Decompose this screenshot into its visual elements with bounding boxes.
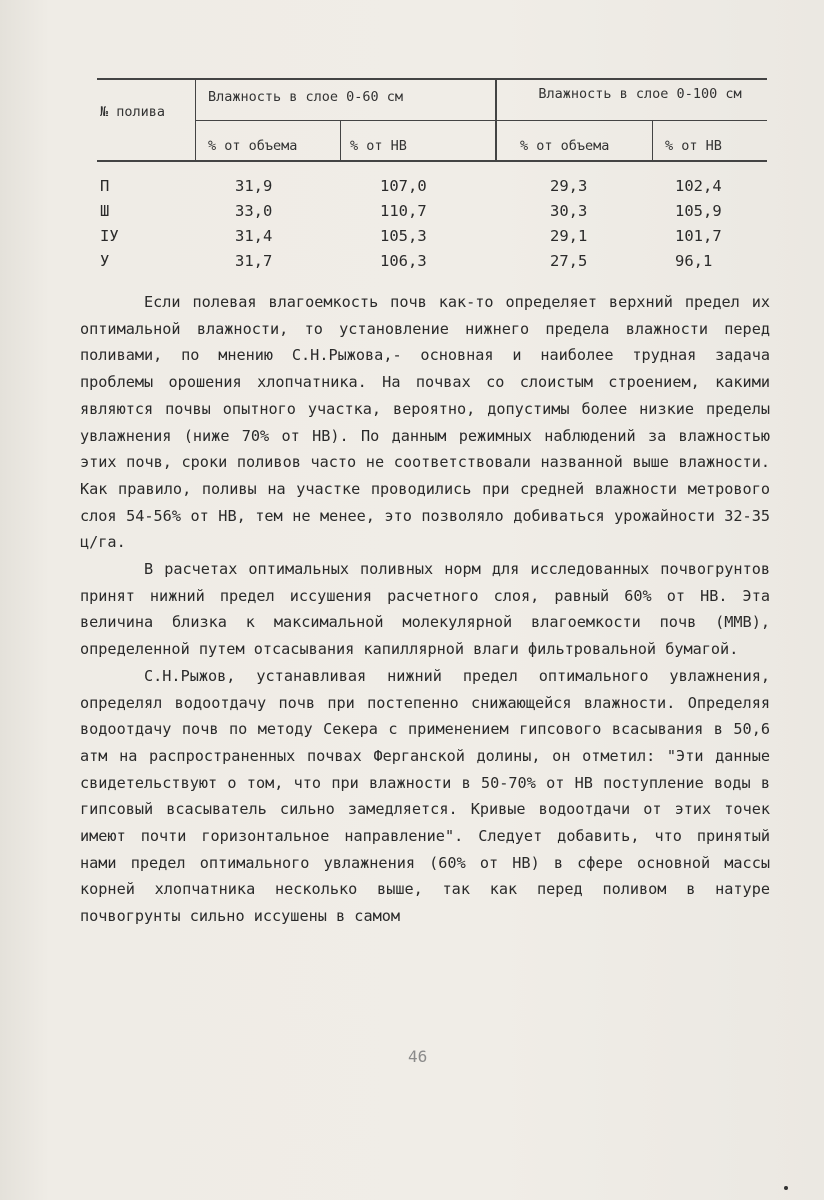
table-row (0, 202, 824, 226)
row-label: П (100, 177, 110, 195)
table-row (0, 177, 824, 201)
row-label: IУ (100, 227, 119, 245)
table-divider (652, 120, 653, 161)
cell: 29,3 (550, 177, 588, 195)
row-label: Ш (100, 202, 110, 220)
cell: 31,7 (235, 252, 273, 270)
cell: 29,1 (550, 227, 588, 245)
cell: 31,9 (235, 177, 273, 195)
table-row (0, 252, 824, 276)
cell: 96,1 (675, 252, 713, 270)
header-group-0-100: Влажность в слое 0-100 см (538, 86, 742, 102)
table-top-rule (97, 78, 767, 80)
cell: 105,3 (380, 227, 427, 245)
cell: 106,3 (380, 252, 427, 270)
header-irrigation-number: № полива (100, 104, 166, 120)
page-number: 46 (408, 1047, 428, 1066)
table-subheader-rule (196, 120, 767, 121)
ink-dot (784, 1186, 788, 1190)
paragraph: В расчетах оптимальных поливных норм для исследованных почвогрунтов принят нижний предел иссушения расчетного слоя, равный 60% от НВ. Эта величина близка к максимальной молекулярной влагоемкости почв (ММВ), определенной путем отсасывания капиллярной влаги фильтровальной бумагой. (80, 560, 770, 659)
header-volume-percent: % от объема (208, 138, 298, 154)
cell: 105,9 (675, 202, 722, 220)
header-fc-percent: % от НВ (350, 138, 407, 154)
cell: 102,4 (675, 177, 722, 195)
cell: 110,7 (380, 202, 427, 220)
paragraph: Если полевая влагоемкость почв как-то определяет верхний предел их оптимальной влажности, то установление нижнего предела влажности перед поливами, по мнению С.Н.Рыжова,- основная и наиболее трудная задача проблемы орошения хлопчатника. На почвах со слоистым строением, какими являются почвы опытного участка, вероятно, допустимы более низкие пределы увлажнения (ниже 70% от НВ). По данным режимных наблюдений за влажностью этих почв, сроки поливов часто не соответствовали названной выше влажности. Как правило, поливы на участке проводились при средней влажности метрового слоя 54-56% от НВ, тем не менее, это позволяло добиваться урожайности 32-35 ц/га. (80, 293, 770, 552)
cell: 101,7 (675, 227, 722, 245)
cell: 27,5 (550, 252, 588, 270)
paragraph: С.Н.Рыжов, устанавливая нижний предел оптимального увлажнения, определял водоотдачу почв при постепенно снижающейся влажности. Определяя водоотдачу почв по методу Секера с применением гипсового всасывания в 50,6 атм на распространенных почвах Ферганской долины, он отметил: "Эти данные свидетельствуют о том, что при влажности в 50-70% от НВ поступление воды в гипсовый всасыватель сильно замедляется. Кривые водоотдачи от этих точек имеют почти горизонтальное направление". Следует добавить, что принятый нами предел оптимального увлажнения (60% от НВ) в сфере основной массы корней хлопчатника несколько выше, так как перед поливом в натуре почвогрунты сильно иссушены в самом (80, 666, 770, 926)
cell: 30,3 (550, 202, 588, 220)
header-volume-percent: % от объема (520, 138, 610, 154)
table-divider (340, 120, 341, 161)
table-header-bottom-rule (97, 160, 767, 162)
body-text (80, 289, 770, 930)
cell: 31,4 (235, 227, 273, 245)
header-group-0-60: Влажность в слое 0-60 см (208, 89, 404, 105)
table-divider (195, 79, 196, 161)
row-label: У (100, 252, 110, 270)
table-row (0, 227, 824, 251)
table-divider (495, 79, 497, 161)
header-fc-percent: % от НВ (665, 138, 722, 154)
cell: 107,0 (380, 177, 427, 195)
cell: 33,0 (235, 202, 273, 220)
